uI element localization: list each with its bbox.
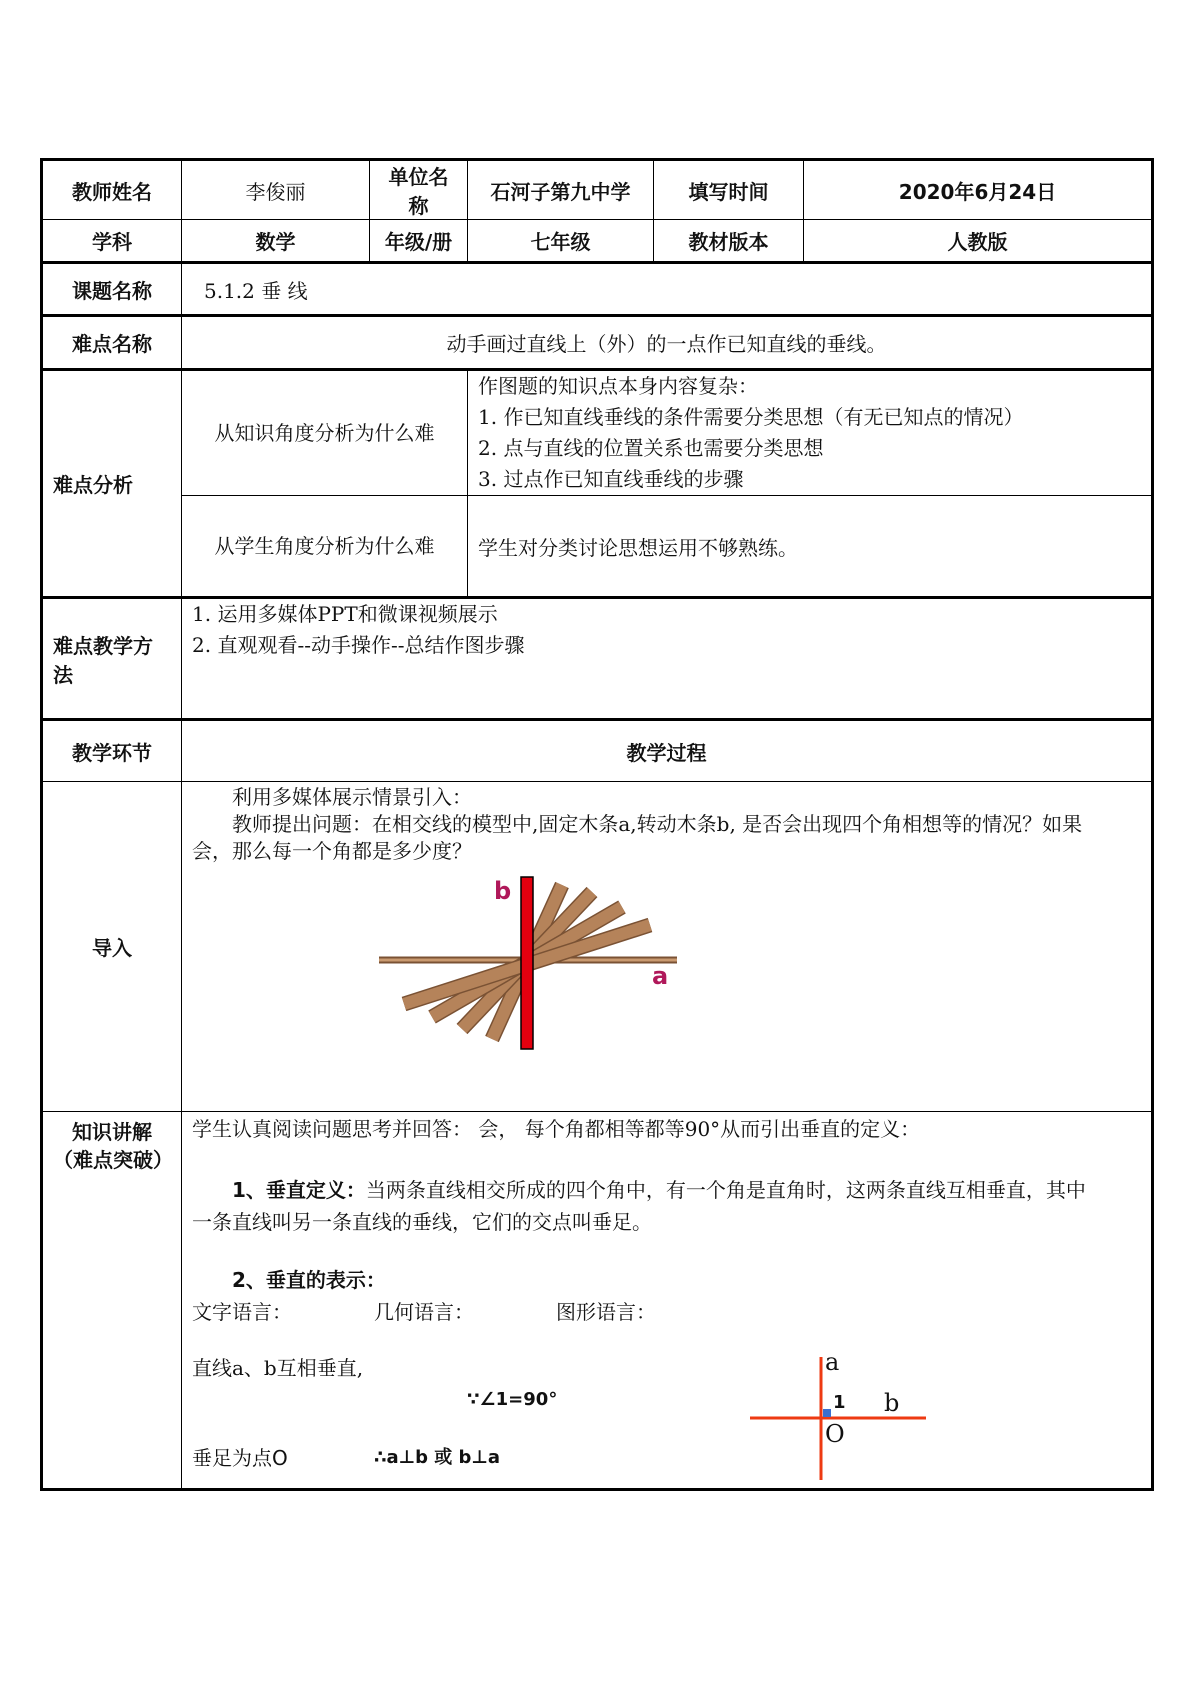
fig-label-a: a [825,1354,840,1376]
unit-label: 单位名称 [370,160,468,220]
difficulty-value: 动手画过直线上（外）的一点作已知直线的垂线。 [182,316,1153,370]
student-analysis: 学生对分类讨论思想运用不够熟练。 [468,496,1153,598]
lesson-table [40,158,1154,1491]
intro-line-1: 利用多媒体展示情景引入： [232,785,472,809]
subject-value: 数学 [182,220,370,263]
knowledge-angle-label [182,370,468,496]
language-labels [192,1296,1141,1328]
intro-line-3: 会，那么每一个角都是多少度？ [192,839,472,863]
method-label: 难点教学方法 [42,598,182,720]
grade-label: 年级/册 [370,220,468,263]
analysis-label: 难点分析 [42,370,182,598]
intro-content [182,782,1153,1112]
intro-label: 导入 [42,782,182,1112]
grade-value: 七年级 [468,220,654,263]
process-label: 教学环节 [42,720,182,782]
right-angle-mark [823,1409,831,1417]
graphic-language-label: 图形语言： [556,1300,656,1324]
statement-text: 直线a、b互相垂直, [192,1356,364,1380]
knowledge-item-1: 1. 作已知直线垂线的条件需要分类思想（有无已知点的情况） [478,405,1024,429]
topic-value: 5.1.2 垂 线 [182,263,1153,316]
process-value: 教学过程 [182,720,1153,782]
definition-line-1 [192,1174,1141,1206]
method-item-1: 1. 运用多媒体PPT和微课视频展示 [192,602,498,626]
perpendicular-figure [750,1354,930,1484]
difficulty-label: 难点名称 [42,316,182,370]
date-value: 2020年6月24日 [804,160,1153,220]
label-a: a [652,962,669,990]
teacher-value: 李俊丽 [182,160,370,220]
because-text: ∵∠1=90° [467,1389,558,1410]
unit-value: 石河子第九中学 [468,160,654,220]
rotating-sticks-figure [192,867,1092,1067]
teacher-label: 教师姓名 [42,160,182,220]
method-item-2: 2. 直观观看--动手操作--总结作图步骤 [192,633,525,657]
knowledge-item-2: 2. 点与直线的位置关系也需要分类思想 [478,436,824,460]
intro-line-2: 教师提出问题：在相交线的模型中,固定木条a,转动木条b, 是否会出现四个角相想等的情况？如果 [232,812,1083,836]
edition-label: 教材版本 [654,220,804,263]
date-label: 填写时间 [654,160,804,220]
label-b: b [494,877,512,905]
knowledge-angle-text: 从知识角度分析为什么难 [214,420,435,445]
student-angle-text: 从学生角度分析为什么难 [214,533,435,558]
knowledge-label [42,1112,182,1490]
knowledge-item-3: 3. 过点作已知直线垂线的步骤 [478,467,744,491]
knowledge-label-2: （难点突破） [53,1148,173,1172]
text-language-label: 文字语言： [192,1300,292,1324]
knowledge-intro: 作图题的知识点本身内容复杂： [478,374,758,398]
knowledge-label-1: 知识讲解 [72,1120,152,1144]
answer-text: 学生认真阅读问题思考并回答： 会， 每个角都相等都等90°从而引出垂直的定义： [192,1117,921,1141]
definition-text: 当两条直线相交所成的四个角中，有一个角是直角时，这两条直线互相垂直，其中 [365,1178,1086,1202]
definition-line-2: 一条直线叫另一条直线的垂线，它们的交点叫垂足。 [192,1210,652,1234]
fig-label-o: O [825,1420,845,1448]
geometric-language-label: 几何语言： [374,1300,474,1324]
fig-label-b: b [884,1389,900,1417]
representation-title: 2、垂直的表示： [232,1268,386,1292]
therefore-text: ∴a⊥b 或 b⊥a [374,1447,501,1468]
knowledge-content [182,1112,1153,1490]
edition-value: 人教版 [804,220,1153,263]
student-angle-label [182,496,468,598]
topic-label: 课题名称 [42,263,182,316]
foot-text: 垂足为点O [192,1446,288,1470]
subject-label: 学科 [42,220,182,263]
method-content [182,598,1153,720]
definition-title: 1、垂直定义： [232,1178,366,1202]
stick-b [521,877,533,1049]
foot-row [192,1442,1141,1474]
knowledge-analysis [468,370,1153,496]
fig-label-1: 1 [833,1392,846,1413]
